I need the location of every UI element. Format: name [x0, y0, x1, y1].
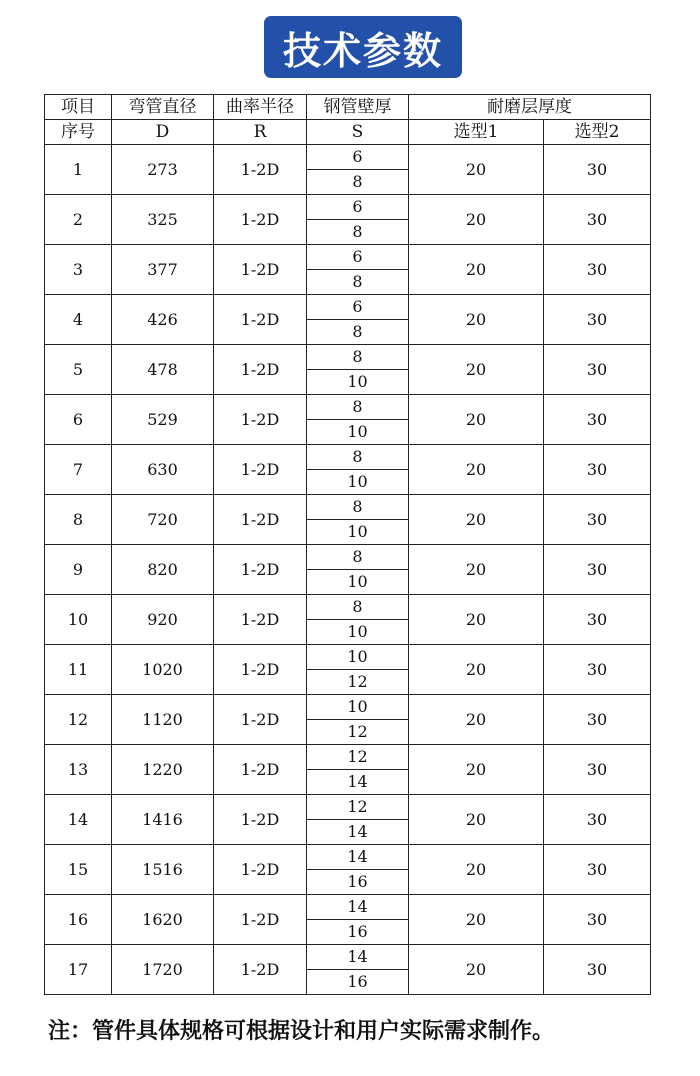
cell-thickness-a: 6	[307, 245, 409, 270]
cell-diameter: 630	[112, 445, 214, 495]
cell-thickness-a: 8	[307, 595, 409, 620]
cell-option-2: 30	[544, 445, 651, 495]
cell-diameter: 820	[112, 545, 214, 595]
cell-diameter: 1120	[112, 695, 214, 745]
cell-diameter: 478	[112, 345, 214, 395]
cell-diameter: 1516	[112, 845, 214, 895]
cell-diameter: 273	[112, 145, 214, 195]
footnote: 注：管件具体规格可根据设计和用户实际需求制作。	[48, 1019, 555, 1044]
cell-diameter: 1620	[112, 895, 214, 945]
cell-option-2: 30	[544, 595, 651, 645]
cell-radius: 1-2D	[214, 295, 307, 345]
cell-thickness-a: 14	[307, 945, 409, 970]
cell-thickness-a: 14	[307, 895, 409, 920]
cell-serial: 12	[45, 695, 112, 745]
table-row	[45, 945, 651, 970]
table-row	[45, 745, 651, 770]
cell-option-2: 30	[544, 845, 651, 895]
page-title: 技术参数	[282, 28, 443, 73]
cell-radius: 1-2D	[214, 595, 307, 645]
cell-radius: 1-2D	[214, 895, 307, 945]
cell-thickness-b: 16	[307, 970, 409, 995]
cell-radius: 1-2D	[214, 645, 307, 695]
cell-serial: 2	[45, 195, 112, 245]
cell-diameter: 720	[112, 495, 214, 545]
cell-option-2: 30	[544, 745, 651, 795]
header-option-1: 选型1	[409, 120, 544, 145]
cell-radius: 1-2D	[214, 845, 307, 895]
cell-thickness-a: 6	[307, 295, 409, 320]
cell-option-2: 30	[544, 245, 651, 295]
table-row	[45, 595, 651, 620]
cell-option-1: 20	[409, 395, 544, 445]
header-wear-layer: 耐磨层厚度	[409, 95, 651, 120]
cell-radius: 1-2D	[214, 195, 307, 245]
cell-serial: 13	[45, 745, 112, 795]
cell-serial: 7	[45, 445, 112, 495]
cell-thickness-b: 10	[307, 570, 409, 595]
cell-radius: 1-2D	[214, 945, 307, 995]
table-row	[45, 845, 651, 870]
cell-option-2: 30	[544, 645, 651, 695]
cell-thickness-b: 10	[307, 520, 409, 545]
cell-serial: 3	[45, 245, 112, 295]
cell-diameter: 1720	[112, 945, 214, 995]
cell-option-2: 30	[544, 895, 651, 945]
header-option-2: 选型2	[544, 120, 651, 145]
cell-thickness-a: 8	[307, 395, 409, 420]
cell-thickness-a: 10	[307, 695, 409, 720]
cell-option-1: 20	[409, 245, 544, 295]
cell-option-1: 20	[409, 145, 544, 195]
cell-thickness-b: 8	[307, 270, 409, 295]
cell-radius: 1-2D	[214, 495, 307, 545]
cell-diameter: 1220	[112, 745, 214, 795]
cell-thickness-b: 14	[307, 770, 409, 795]
cell-radius: 1-2D	[214, 245, 307, 295]
cell-option-1: 20	[409, 795, 544, 845]
cell-serial: 4	[45, 295, 112, 345]
table-row	[45, 645, 651, 670]
cell-serial: 16	[45, 895, 112, 945]
cell-thickness-b: 16	[307, 920, 409, 945]
cell-diameter: 529	[112, 395, 214, 445]
cell-thickness-b: 16	[307, 870, 409, 895]
table-row	[45, 545, 651, 570]
header-wall-thickness: 钢管壁厚	[307, 95, 409, 120]
cell-option-1: 20	[409, 545, 544, 595]
cell-diameter: 377	[112, 245, 214, 295]
cell-option-1: 20	[409, 445, 544, 495]
cell-option-1: 20	[409, 195, 544, 245]
cell-radius: 1-2D	[214, 345, 307, 395]
cell-thickness-b: 12	[307, 720, 409, 745]
cell-diameter: 1020	[112, 645, 214, 695]
cell-thickness-b: 8	[307, 320, 409, 345]
cell-diameter: 426	[112, 295, 214, 345]
spec-table	[44, 94, 651, 995]
cell-option-2: 30	[544, 545, 651, 595]
cell-option-2: 30	[544, 195, 651, 245]
table-row	[45, 895, 651, 920]
cell-radius: 1-2D	[214, 545, 307, 595]
cell-thickness-a: 14	[307, 845, 409, 870]
cell-serial: 10	[45, 595, 112, 645]
cell-thickness-b: 10	[307, 620, 409, 645]
cell-thickness-a: 6	[307, 145, 409, 170]
cell-option-1: 20	[409, 495, 544, 545]
header-row-top	[45, 95, 651, 120]
cell-option-2: 30	[544, 345, 651, 395]
title-banner	[264, 16, 462, 78]
table-row	[45, 795, 651, 820]
cell-option-2: 30	[544, 495, 651, 545]
table-row	[45, 345, 651, 370]
cell-thickness-a: 8	[307, 345, 409, 370]
cell-thickness-b: 8	[307, 170, 409, 195]
header-row-bottom	[45, 120, 651, 145]
cell-thickness-a: 6	[307, 195, 409, 220]
cell-option-1: 20	[409, 595, 544, 645]
cell-thickness-a: 12	[307, 795, 409, 820]
cell-serial: 11	[45, 645, 112, 695]
cell-thickness-b: 10	[307, 370, 409, 395]
cell-option-2: 30	[544, 395, 651, 445]
cell-option-1: 20	[409, 945, 544, 995]
table-row	[45, 395, 651, 420]
cell-radius: 1-2D	[214, 145, 307, 195]
cell-thickness-b: 12	[307, 670, 409, 695]
cell-serial: 17	[45, 945, 112, 995]
table-row	[45, 695, 651, 720]
table-row	[45, 195, 651, 220]
cell-thickness-b: 14	[307, 820, 409, 845]
cell-thickness-b: 10	[307, 470, 409, 495]
cell-thickness-a: 10	[307, 645, 409, 670]
cell-thickness-a: 8	[307, 445, 409, 470]
header-r: R	[214, 120, 307, 145]
cell-radius: 1-2D	[214, 745, 307, 795]
cell-diameter: 1416	[112, 795, 214, 845]
cell-option-2: 30	[544, 945, 651, 995]
cell-serial: 8	[45, 495, 112, 545]
cell-radius: 1-2D	[214, 445, 307, 495]
table-row	[45, 495, 651, 520]
cell-thickness-a: 8	[307, 495, 409, 520]
cell-option-2: 30	[544, 695, 651, 745]
cell-diameter: 325	[112, 195, 214, 245]
header-bend-diameter: 弯管直径	[112, 95, 214, 120]
cell-option-1: 20	[409, 845, 544, 895]
cell-thickness-b: 8	[307, 220, 409, 245]
cell-radius: 1-2D	[214, 695, 307, 745]
header-s: S	[307, 120, 409, 145]
cell-thickness-b: 10	[307, 420, 409, 445]
cell-option-1: 20	[409, 345, 544, 395]
cell-option-1: 20	[409, 745, 544, 795]
cell-option-2: 30	[544, 295, 651, 345]
cell-serial: 5	[45, 345, 112, 395]
cell-serial: 14	[45, 795, 112, 845]
cell-serial: 9	[45, 545, 112, 595]
header-d: D	[112, 120, 214, 145]
cell-serial: 6	[45, 395, 112, 445]
cell-serial: 15	[45, 845, 112, 895]
table-row	[45, 145, 651, 170]
header-serial: 序号	[45, 120, 112, 145]
cell-diameter: 920	[112, 595, 214, 645]
table-row	[45, 445, 651, 470]
cell-radius: 1-2D	[214, 795, 307, 845]
cell-option-2: 30	[544, 145, 651, 195]
header-item: 项目	[45, 95, 112, 120]
table-row	[45, 245, 651, 270]
cell-serial: 1	[45, 145, 112, 195]
cell-radius: 1-2D	[214, 395, 307, 445]
table-row	[45, 295, 651, 320]
cell-option-2: 30	[544, 795, 651, 845]
cell-thickness-a: 12	[307, 745, 409, 770]
cell-option-1: 20	[409, 895, 544, 945]
header-curvature-radius: 曲率半径	[214, 95, 307, 120]
cell-option-1: 20	[409, 295, 544, 345]
cell-option-1: 20	[409, 695, 544, 745]
cell-option-1: 20	[409, 645, 544, 695]
cell-thickness-a: 8	[307, 545, 409, 570]
